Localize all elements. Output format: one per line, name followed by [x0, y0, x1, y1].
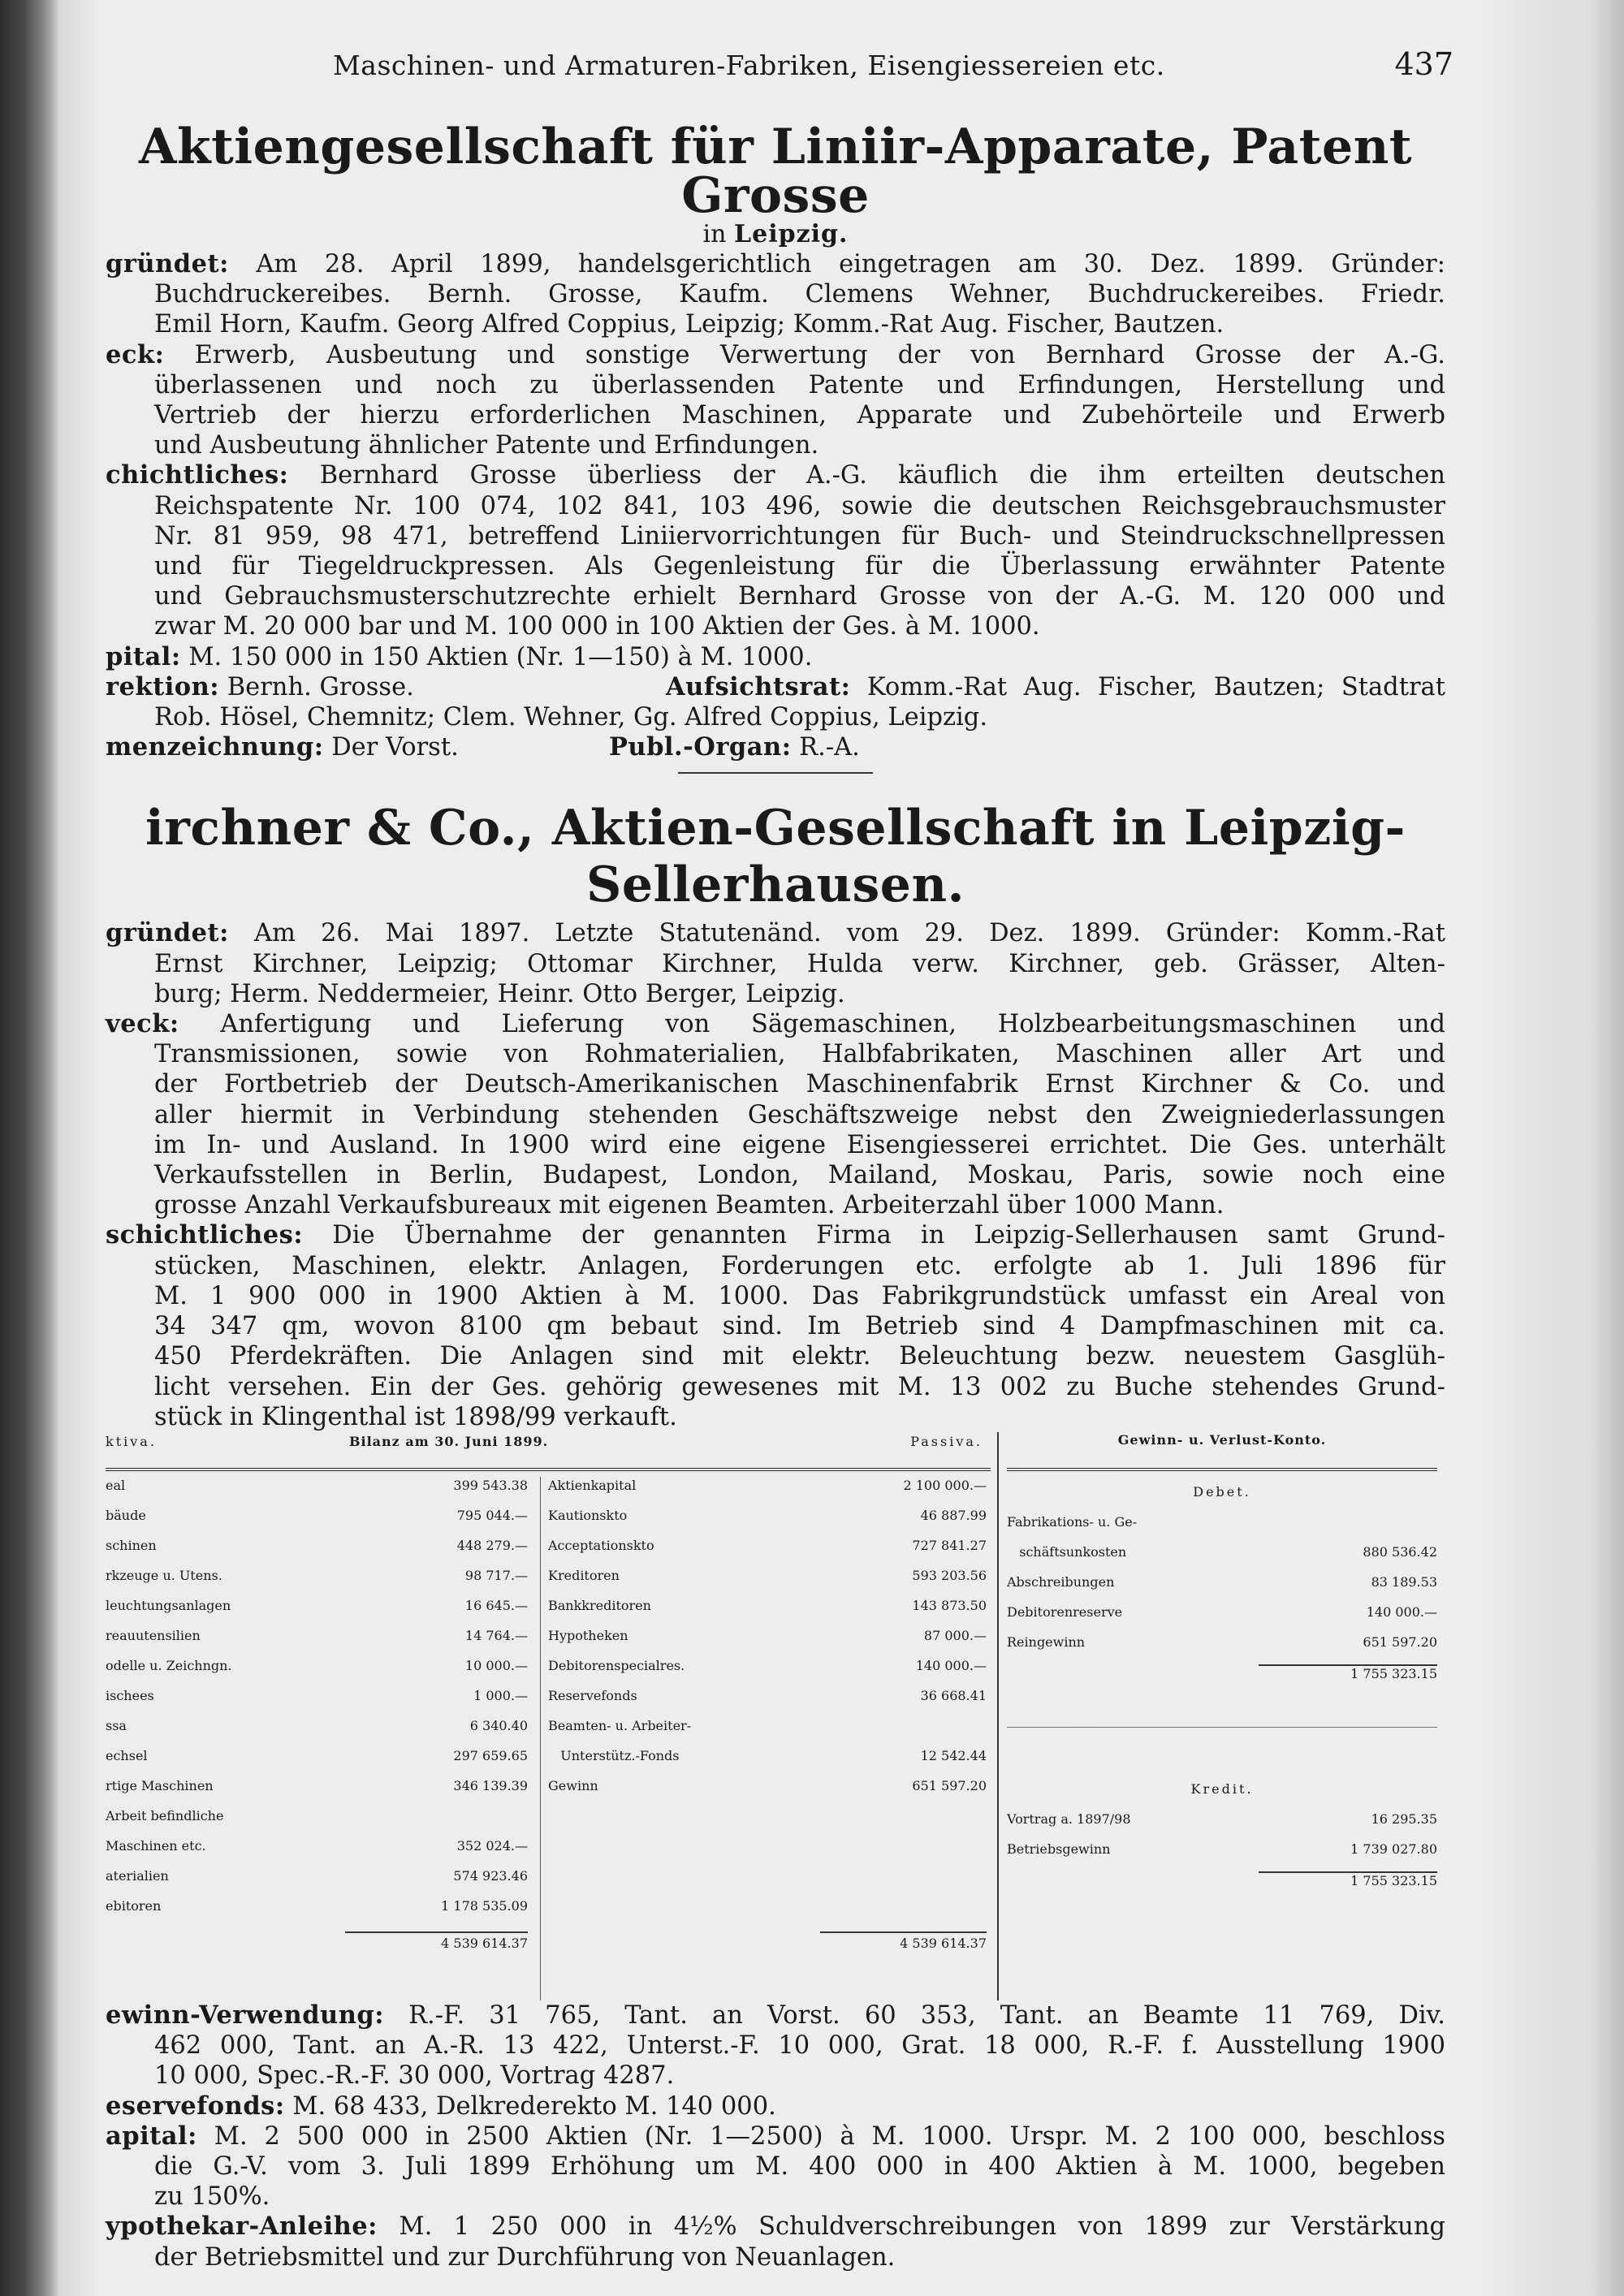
text-line [106, 551, 1445, 581]
row-amount: 593 203.56 [912, 1567, 987, 1583]
passiva-sum-rule [820, 1931, 987, 1933]
running-head-title: Maschinen- und Armaturen-Fabriken, Eisengiessereien etc. [333, 50, 1165, 81]
entry-text: stück in Klingenthal ist 1898/99 verkauft. [154, 1402, 677, 1431]
text-line [106, 979, 1445, 1009]
entry-text: Reichspatente Nr. 100 074, 102 841, 103 496, sowie die deutschen Reichsgebrauchsmuster [154, 491, 1445, 520]
table-row [1007, 1811, 1437, 1841]
row-label: bäude [106, 1507, 146, 1523]
row-label: Gewinn [548, 1777, 598, 1793]
location-prefix: in [702, 220, 727, 248]
text-line [106, 309, 1445, 339]
row-label: Debitorenspecialres. [548, 1657, 685, 1673]
text-line [106, 491, 1445, 521]
row-amount: 399 543.38 [453, 1477, 528, 1493]
table-row [548, 1598, 987, 1628]
table-row [1007, 1574, 1437, 1604]
table-row [548, 1718, 987, 1748]
text-line [106, 521, 1445, 551]
text-line [106, 918, 1445, 948]
entry-text: 462 000, Tant. an A.-R. 13 422, Unterst.-F. 10 000, Grat. 18 000, R.-F. f. Ausstellung 1900 [154, 2031, 1445, 2061]
entry-text: M. 1 900 000 in 1900 Aktien à M. 1000. Das Fabrikgrundstück umfasst ein Areal von [154, 1281, 1445, 1310]
row-label: schinen [106, 1537, 157, 1553]
table-row [548, 1688, 987, 1718]
aktiva-total-row [106, 1936, 528, 1966]
entry-text: Die Übernahme der genannten Firma in Leipzig-Sellerhausen samt Grund- [303, 1221, 1445, 1250]
row-label: Reservefonds [548, 1687, 637, 1703]
company2-body [106, 918, 1445, 1431]
table-row [1007, 1514, 1437, 1544]
text-line [106, 1251, 1445, 1281]
row-label: Acceptationskto [548, 1537, 654, 1553]
gv-mid-rule [1007, 1727, 1437, 1728]
table-row [106, 1508, 528, 1538]
text-line [106, 249, 1445, 279]
table-row [548, 1658, 987, 1688]
text-line [106, 2242, 1445, 2272]
row-amount: 297 659.65 [453, 1747, 528, 1763]
text-line [106, 430, 1445, 460]
entry-text: licht versehen. Ein der Ges. gehörig gewesenes mit M. 13 002 zu Buche stehendes Grund- [154, 1372, 1445, 1401]
financial-statements [106, 1432, 1445, 2000]
aktiva-passiva-divider [540, 1477, 541, 2000]
table-row [106, 1808, 528, 1838]
text-line [106, 2182, 1445, 2212]
balance-title: Bilanz am 30. Juni 1899. [349, 1433, 549, 1449]
entry-text: im In- und Ausland. In 1900 wird eine eigene Eisengiesserei errichtet. Die Ges. unterhält [154, 1130, 1445, 1159]
table-row [106, 1568, 528, 1598]
row-amount: 448 279.— [456, 1537, 528, 1553]
row-amount: 143 873.50 [912, 1597, 987, 1613]
row-label: Aktienkapital [548, 1477, 637, 1493]
text-line [106, 2031, 1445, 2061]
table-row [106, 1478, 528, 1508]
company1-body [106, 249, 1445, 672]
text-line [106, 949, 1445, 979]
company2-footer-entries [106, 2000, 1445, 2272]
row-amount: 651 597.20 [912, 1777, 987, 1793]
row-label: Abschreibungen [1007, 1573, 1115, 1590]
publ-organ-value: R.-A. [791, 733, 860, 762]
row-amount: 880 536.42 [1363, 1543, 1437, 1560]
entry-text: M. 1 250 000 in 4½% Schuldverschreibungen von 1899 zur Verstärkung [377, 2212, 1445, 2242]
entry-key: pital: [106, 641, 181, 671]
location-name: Leipzig. [734, 220, 849, 248]
row-label: ssa [106, 1717, 127, 1733]
row-amount: 16 645.— [464, 1597, 528, 1613]
table-row [106, 1688, 528, 1718]
entry-text: Buchdruckereibes. Bernh. Grosse, Kaufm. Clemens Wehner, Buchdruckereibes. Friedr. [154, 280, 1445, 309]
entry-text: und für Tiegeldruckpressen. Als Gegenleistung für die Überlassung erwähnter Patente [154, 552, 1445, 581]
page-content [106, 45, 1453, 2272]
row-label: aterialien [106, 1867, 169, 1884]
row-label: ebitoren [106, 1897, 162, 1914]
entry-text: zwar M. 20 000 bar und M. 100 000 in 100 Aktien der Ges. à M. 1000. [154, 612, 1040, 641]
entry-text: Erwerb, Ausbeutung und sonstige Verwertung der von Bernhard Grosse der A.-G. [164, 340, 1445, 369]
entry-text: Ernst Kirchner, Leipzig; Ottomar Kirchner, Hulda verw. Kirchner, geb. Grässer, Alten- [154, 949, 1445, 978]
entry-text: aller hiermit in Verbindung stehenden Geschäftszweige nebst den Zweigniederlassungen [154, 1100, 1445, 1129]
table-row [1007, 1841, 1437, 1871]
table-row [106, 1658, 528, 1688]
gv-table [1007, 1478, 1437, 1903]
row-amount: 87 000.— [923, 1627, 987, 1643]
text-line [106, 460, 1445, 490]
entry-text: R.-F. 31 765, Tant. an Vorst. 60 353, Tant. an Beamte 11 769, Div. [383, 2000, 1445, 2030]
aktiva-label: ktiva. [106, 1433, 157, 1449]
entry-key: eservefonds: [106, 2091, 285, 2121]
text-line [106, 2121, 1445, 2151]
entry-text: M. 150 000 in 150 Aktien (Nr. 1—150) à M. 1000. [180, 642, 813, 671]
gv-spacer [1007, 1696, 1437, 1741]
entry-text: und Gebrauchsmusterschutzrechte erhielt Bernhard Grosse von der A.-G. M. 120 000 und [154, 582, 1445, 611]
publ-organ-key: Publ.-Organ: [609, 732, 792, 762]
row-amount: 98 717.— [464, 1567, 528, 1583]
entry-text: die G.-V. vom 3. Juli 1899 Erhöhung um M. 400 000 in 400 Aktien à M. 1000, begeben [154, 2151, 1445, 2181]
entry-key: apital: [106, 2121, 197, 2151]
row-label: Fabrikations- u. Ge- [1007, 1513, 1138, 1530]
gv-header: Gewinn- u. Verlust-Konto. [1007, 1432, 1437, 1471]
entry-text: 10 000, Spec.-R.-F. 30 000, Vortrag 4287. [154, 2061, 675, 2091]
aufsichtsrat-key: Aufsichtsrat: [666, 671, 851, 701]
row-label: Kreditoren [548, 1567, 620, 1583]
row-amount: 651 597.20 [1363, 1634, 1437, 1650]
direktion-key: rektion: [106, 671, 220, 701]
row-label: Betriebsgewinn [1007, 1841, 1111, 1857]
row-label: Reingewinn [1007, 1634, 1086, 1650]
section-divider [678, 772, 873, 774]
text-line [106, 2151, 1445, 2182]
row-amount: 10 000.— [464, 1657, 528, 1673]
kredit-label: Kredit. [1190, 1780, 1254, 1797]
passiva-total-row [548, 1936, 987, 1966]
row-amount: 36 668.41 [920, 1687, 987, 1703]
row-label: Beamten- u. Arbeiter- [548, 1717, 692, 1733]
row-label: eal [106, 1477, 126, 1493]
row-amount: 16 295.35 [1371, 1810, 1437, 1827]
row-label: odelle u. Zeichngn. [106, 1657, 232, 1673]
text-line [106, 1039, 1445, 1069]
row-label: Kautionskto [548, 1507, 628, 1523]
row-amount: 14 764.— [464, 1627, 528, 1643]
text-line [106, 642, 1445, 672]
row-label: echsel [106, 1747, 148, 1763]
text-line [106, 279, 1445, 309]
text-line [106, 1220, 1445, 1250]
table-row [548, 1538, 987, 1568]
entry-text: M. 2 500 000 in 2500 Aktien (Nr. 1—2500) à M. 1000. Urspr. M. 2 100 000, beschloss [197, 2121, 1445, 2151]
text-line [106, 1402, 1445, 1432]
entry-text: Emil Horn, Kaufm. Georg Alfred Coppius, Leipzig; Komm.-Rat Aug. Fischer, Bautzen. [154, 310, 1224, 339]
text-line [106, 611, 1445, 641]
entry-text: Am 26. Mai 1897. Letzte Statutenänd. vom 29. Dez. 1899. Gründer: Komm.-Rat [228, 919, 1445, 948]
page-number: 437 [1394, 46, 1453, 82]
text-line [106, 1281, 1445, 1311]
company1-direktion-line [106, 672, 1445, 702]
row-amount: 346 139.39 [453, 1777, 528, 1793]
company1-title: Aktiengesellschaft für Liniir-Apparate, Patent Grosse [138, 119, 1413, 224]
aktiva-table [106, 1478, 528, 1928]
entry-key: eck: [106, 339, 165, 369]
balance-header [106, 1432, 991, 1471]
row-label: rkzeuge u. Utens. [106, 1567, 222, 1583]
kredit-total-row [1007, 1873, 1437, 1903]
text-line [106, 581, 1445, 611]
entry-key: chichtliches: [106, 460, 289, 490]
entry-text: der Fortbetrieb der Deutsch-Amerikanischen Maschinenfabrik Ernst Kirchner & Co. und [154, 1070, 1445, 1099]
row-amount: 6 340.40 [469, 1717, 528, 1733]
entry-text: M. 68 433, Delkrederekto M. 140 000. [284, 2091, 776, 2121]
entry-text: überlassenen und noch zu überlassenden Patente und Erfindungen, Herstellung und [154, 370, 1445, 399]
row-amount: 1 178 535.09 [441, 1897, 528, 1914]
row-label: reauutensilien [106, 1627, 201, 1643]
book-spine-shadow [0, 0, 58, 2296]
text-line [106, 400, 1445, 430]
row-amount: 83 189.53 [1371, 1573, 1437, 1590]
table-row [106, 1748, 528, 1778]
row-amount: 795 044.— [456, 1507, 528, 1523]
entry-text: Bernhard Grosse überliess der A.-G. käuflich die ihm erteilten deutschen [288, 461, 1445, 490]
company1-firmenzeichnung-line [106, 732, 1445, 762]
entry-text: Anfertigung und Lieferung von Sägemaschinen, Holzbearbeitungsmaschinen und [179, 1010, 1445, 1039]
row-label: Unterstütz.-Fonds [548, 1747, 680, 1763]
entry-text: grosse Anzahl Verkaufsbureaux mit eigenen Beamten. Arbeiterzahl über 1000 Mann. [154, 1191, 1224, 1220]
direktion-value: Bernh. Grosse. [219, 672, 414, 701]
gv-divider-line [997, 1432, 999, 2000]
entry-text: Nr. 81 959, 98 471, betreffend Liniiervorrichtungen für Buch- und Steindruckschnellpressen [154, 521, 1445, 550]
entry-text: der Betriebsmittel und zur Durchführung von Neuanlagen. [154, 2242, 896, 2272]
text-line [106, 1311, 1445, 1341]
row-label: Debitorenreserve [1007, 1603, 1123, 1620]
table-row [1007, 1544, 1437, 1574]
table-row [548, 1478, 987, 1508]
table-row [548, 1508, 987, 1538]
entry-key: schichtliches: [106, 1220, 304, 1250]
entry-key: ypothekar-Anleihe: [106, 2212, 378, 2242]
table-row [106, 1838, 528, 1868]
row-amount: 140 000.— [915, 1657, 987, 1673]
entry-key: gründet: [106, 249, 229, 278]
table-row [106, 1628, 528, 1658]
passiva-total: 4 539 614.37 [900, 1935, 987, 1951]
entry-text: zu 150%. [154, 2182, 270, 2212]
text-line [106, 2212, 1445, 2242]
entry-text: 450 Pferdekräften. Die Anlagen sind mit elektr. Beleuchtung bezw. neuestem Gasglüh- [154, 1342, 1445, 1371]
row-label: Maschinen etc. [106, 1837, 206, 1854]
row-label: ischees [106, 1687, 154, 1703]
table-row [106, 1718, 528, 1748]
table-row [548, 1778, 987, 1808]
row-label: Bankkreditoren [548, 1597, 651, 1613]
row-amount: 352 024.— [456, 1837, 528, 1854]
row-amount: 727 841.27 [912, 1537, 987, 1553]
entry-key: gründet: [106, 918, 229, 948]
row-amount: 574 923.46 [453, 1867, 528, 1884]
kredit-rows [1007, 1811, 1437, 1871]
row-label: leuchtungsanlagen [106, 1597, 231, 1613]
text-line [106, 1009, 1445, 1039]
table-row [106, 1898, 528, 1928]
entry-text: Vertrieb der hierzu erforderlichen Maschinen, Apparate und Zubehörteile und Erwerb [154, 401, 1445, 430]
kredit-total: 1 755 323.15 [1350, 1872, 1437, 1888]
entry-text: Verkaufsstellen in Berlin, Budapest, London, Mailand, Moskau, Paris, sowie noch eine [154, 1161, 1445, 1190]
passiva-table [548, 1478, 987, 1808]
table-row [106, 1868, 528, 1898]
entry-key: ewinn-Verwendung: [106, 2000, 384, 2030]
table-row [106, 1598, 528, 1628]
entry-text: burg; Herm. Neddermeier, Heinr. Otto Berger, Leipzig. [154, 979, 845, 1008]
debet-rows [1007, 1514, 1437, 1664]
text-line [106, 2061, 1445, 2091]
text-line [106, 2091, 1445, 2121]
debet-total-row [1007, 1666, 1437, 1696]
table-row [548, 1568, 987, 1598]
entry-text: stücken, Maschinen, elektr. Anlagen, Forderungen etc. erfolgte ab 1. Juli 1896 für [154, 1251, 1445, 1280]
table-row [548, 1748, 987, 1778]
entry-text: 34 347 qm, wovon 8100 qm bebaut sind. Im Betrieb sind 4 Dampfmaschinen mit ca. [154, 1312, 1445, 1341]
aktiva-sum-rule [345, 1931, 528, 1933]
firmenzeichnung-key: menzeichnung: [106, 732, 324, 762]
debet-label: Debet. [1193, 1483, 1251, 1500]
row-label: rtige Maschinen [106, 1777, 214, 1793]
text-line [106, 1372, 1445, 1402]
text-line [106, 370, 1445, 400]
text-line [106, 340, 1445, 370]
aktiva-total: 4 539 614.37 [441, 1935, 528, 1951]
text-line [106, 1100, 1445, 1130]
table-row [548, 1628, 987, 1658]
entry-text: und Ausbeutung ähnlicher Patente und Erfindungen. [154, 431, 819, 460]
text-line [106, 1160, 1445, 1190]
row-label: Hypotheken [548, 1627, 628, 1643]
row-amount: 2 100 000.— [903, 1477, 987, 1493]
aufsichtsrat-value: Komm.-Rat Aug. Fischer, Bautzen; Stadtrat [850, 672, 1445, 701]
running-head [106, 45, 1453, 85]
table-row [1007, 1604, 1437, 1634]
text-line [106, 1190, 1445, 1220]
table-row [106, 1538, 528, 1568]
row-amount: 1 000.— [473, 1687, 528, 1703]
row-amount: 12 542.44 [920, 1747, 987, 1763]
entry-text: Am 28. April 1899, handelsgerichtlich eingetragen am 30. Dez. 1899. Gründer: [228, 250, 1445, 278]
row-label: schäftsunkosten [1007, 1543, 1127, 1560]
company2-title: irchner & Co., Aktien-Gesellschaft in Leipzig-Sellerhausen. [145, 800, 1406, 914]
text-line [106, 1069, 1445, 1099]
firmenzeichnung-value: Der Vorst. [323, 733, 459, 762]
company1-aufsichtsrat-cont [106, 702, 1445, 732]
table-row [1007, 1634, 1437, 1664]
entry-text: Transmissionen, sowie von Rohmaterialien, Halbfabrikaten, Maschinen aller Art und [154, 1040, 1445, 1069]
entry-key: veck: [106, 1009, 179, 1039]
text-line [106, 2000, 1445, 2031]
text-line [106, 1130, 1445, 1160]
row-amount: 1 739 027.80 [1350, 1841, 1437, 1857]
row-amount: 46 887.99 [920, 1507, 987, 1523]
row-amount: 140 000.— [1366, 1603, 1437, 1620]
passiva-label: Passiva. [910, 1433, 983, 1449]
row-label: Arbeit befindliche [106, 1807, 224, 1823]
table-row [106, 1778, 528, 1808]
aufsichtsrat-continuation: Rob. Hösel, Chemnitz; Clem. Wehner, Gg. Alfred Coppius, Leipzig. [154, 703, 988, 732]
row-label: Vortrag a. 1897/98 [1007, 1810, 1131, 1827]
text-line [106, 1341, 1445, 1371]
company1-location [106, 220, 1445, 249]
debet-total: 1 755 323.15 [1350, 1665, 1437, 1681]
